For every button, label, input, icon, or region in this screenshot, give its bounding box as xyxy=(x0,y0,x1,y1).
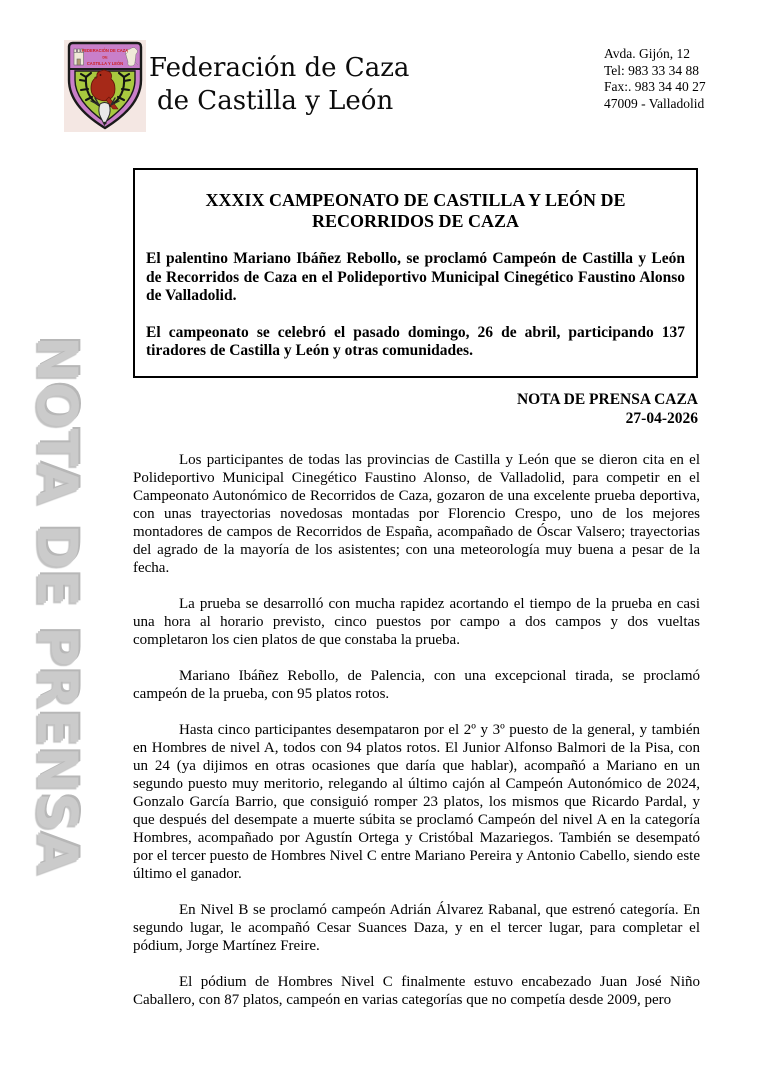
organization-name xyxy=(149,52,409,118)
headline-title xyxy=(146,190,685,232)
address-fax: Fax:. 983 34 40 27 xyxy=(604,79,706,94)
press-release-body xyxy=(133,451,700,1027)
press-note-label: NOTA DE PRENSA CAZA xyxy=(516,391,698,408)
organization-name-line2: de Castilla y León xyxy=(157,86,394,116)
headline-title-line1: XXXIX CAMPEONATO DE CASTILLA Y LEÓN DE xyxy=(205,190,626,210)
headline-title-line2: RECORRIDOS DE CAZA xyxy=(311,211,520,231)
body-paragraph-1: Los participantes de todas las provincias de Castilla y León que se dieron cita en el Polideportivo Municipal Cinegético Faustino Alonso, de Valladolid, para competir en el Campeonato Autonómico de Recorridos de Caza, gozaron de una excelente prueba deportiva, con unas trayectorias novedosas montadas por Florencio Crespo, uno de los mejores montadores de campos de Recorridos de España, acompañado de Óscar Valsero; trayectorias del agrado de la mayoría de los asistentes; con una meteorología muy buena a pesar de la fecha. xyxy=(133,452,700,576)
logo-band-text-line3: CASTILLA Y LEÓN xyxy=(86,61,124,66)
headline-sub-paragraph: El campeonato se celebró el pasado domingo, 26 de abril, participando 137 tiradores de Castilla y León y otras comunidades. xyxy=(146,323,685,359)
body-paragraph-2: La prueba se desarrolló con mucha rapidez acortando el tiempo de la prueba en casi una hora al horario previsto, cinco puestos por campo a dos campos y dos vueltas completaron los cien platos de que constaba la prueba. xyxy=(133,596,700,648)
headline-lead-paragraph: El palentino Mariano Ibáñez Rebollo, se proclamó Campeón de Castilla y León de Recorridos de Caza en el Polideportivo Municipal Cinegético Faustino Alonso de Valladolid. xyxy=(146,250,685,304)
address-street: Avda. Gijón, 12 xyxy=(604,46,690,61)
headline-box xyxy=(133,168,698,378)
logo-band-text-line2: DE xyxy=(102,55,108,60)
body-paragraph-6: El pódium de Hombres Nivel C finalmente estuvo encabezado Juan José Niño Caballero, con 87 platos, campeón en varias categorías que no competía desde 2009, pero xyxy=(133,974,700,1008)
contact-address-block xyxy=(604,46,706,112)
federation-logo xyxy=(64,40,146,132)
address-city: 47009 - Valladolid xyxy=(604,95,705,111)
body-paragraph-5: En Nivel B se proclamó campeón Adrián Álvarez Rabanal, que estrenó categoría. En segundo lugar, le acompañó Cesar Suances Daza, y en el tercer lugar, para completar el pódium, Jorge Martínez Freire. xyxy=(133,902,700,954)
address-phone: Tel: 983 33 34 88 xyxy=(604,62,700,78)
press-note-header xyxy=(517,390,698,428)
logo-band-text-line1: FEDERACIÓN DE CAZA xyxy=(81,48,129,53)
vertical-watermark: NOTA DE PRENSA xyxy=(25,336,89,875)
organization-name-line1: Federación de Caza xyxy=(149,53,410,83)
press-note-date: 27-04-2026 xyxy=(625,410,698,427)
body-paragraph-4: Hasta cinco participantes desempataron por el 2º y 3º puesto de la general, y también en Hombres de nivel A, todos con 94 platos rotos. El Junior Alfonso Balmori de la Pisa, con un 24 (ya dijimos en otras ocasiones que daría que hablar), acompañó a Mariano en un segundo puesto muy meritorio, relegando al último cajón al Campeón Autonómico de 2024, Gonzalo García Barrio, que consiguió romper 23 platos, los mismos que Ricardo Pardal, y que después del desempate a muerte súbita se proclamó Campeón del nivel A en la categoría Hombres, acompañado por Agustín Ortega y Cristóbal Mazariegos. También se desempató por el tercer puesto de Hombres Nivel C entre Mariano Pereira y Antonio Cabello, siendo este último el ganador. xyxy=(133,722,700,882)
body-paragraph-3: Mariano Ibáñez Rebollo, de Palencia, con una excepcional tirada, se proclamó campeón de la prueba, con 95 platos rotos. xyxy=(133,668,700,702)
